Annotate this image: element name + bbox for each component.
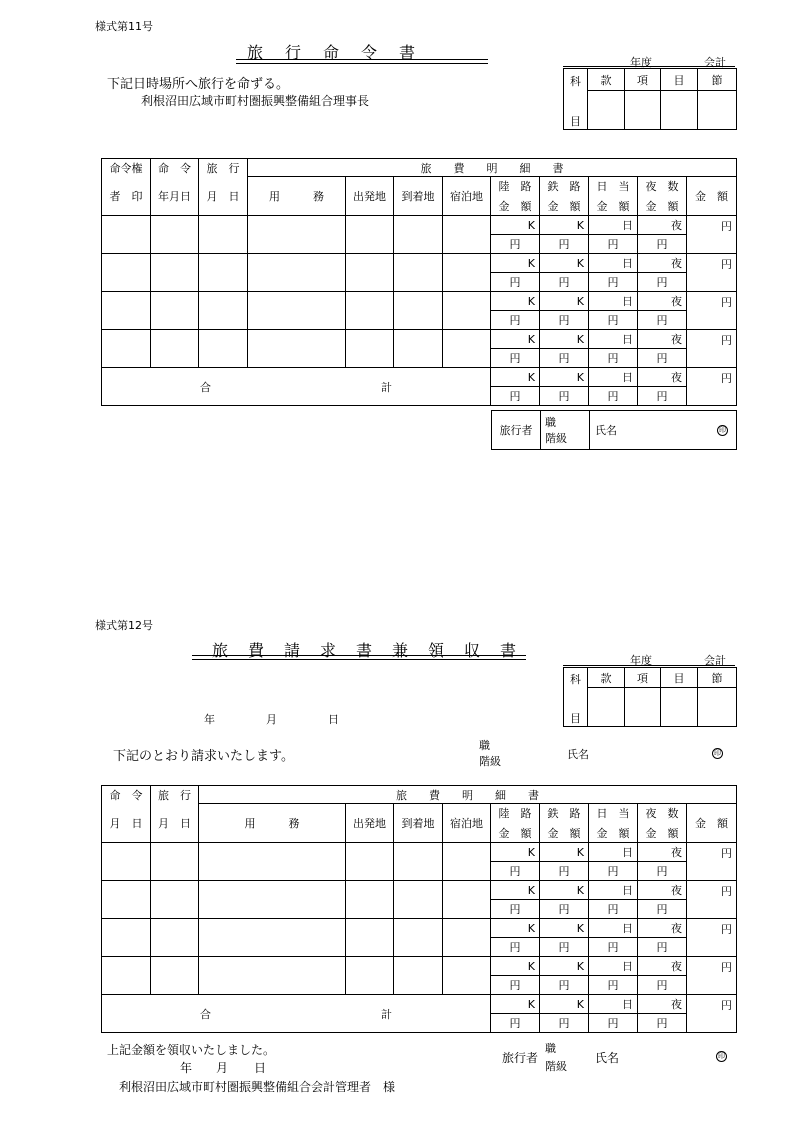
form11-acct-setsu-value[interactable] [698, 91, 737, 130]
form11-row-cell[interactable] [346, 254, 394, 292]
form12-row-cell[interactable] [443, 919, 491, 957]
form12-row-yen: 円 [540, 862, 589, 881]
form12-row-unit: 日 [589, 957, 638, 976]
form11-detail-table [101, 158, 737, 406]
form12-row-yen: 円 [638, 938, 687, 957]
form11-h-nights-bottom: 金 額 [645, 200, 679, 213]
form12-row-cell[interactable] [443, 843, 491, 881]
form12-row-yen: 円 [589, 938, 638, 957]
form11-instruction: 下記日時場所へ旅行を命ずる。 [107, 77, 290, 92]
form11-row-cell[interactable] [151, 254, 199, 292]
form12-row-unit: 夜 [638, 843, 687, 862]
form12-h-departure: 出発地 [346, 804, 394, 843]
form11-name-label: 氏名 [595, 424, 617, 437]
form12-position-label: 職 [479, 739, 490, 752]
form11-row-cell[interactable] [199, 254, 248, 292]
form11-row-cell[interactable] [443, 216, 491, 254]
form11-row-unit: 夜 [638, 330, 687, 349]
form11-h-detail-title: 旅 費 明 細 書 [248, 159, 737, 177]
form11-issuer: 利根沼田広域市町村圏振興整備組合理事長 [141, 94, 370, 108]
form12-seal-icon: 印 [714, 749, 721, 757]
form12-row-amount-unit: 円 [687, 881, 737, 919]
form12-row-cell[interactable] [199, 843, 346, 881]
form12-row-unit: 夜 [638, 919, 687, 938]
form12-row-unit: 夜 [638, 881, 687, 900]
form12-total-unit: K [540, 995, 589, 1014]
form12-acct-kou-value[interactable] [625, 688, 661, 727]
form12-row-yen: 円 [638, 900, 687, 919]
form11-row-yen: 円 [491, 235, 540, 254]
form12-row-yen: 円 [491, 900, 540, 919]
form11-row-unit: 日 [589, 330, 638, 349]
form12-h-nights-top: 夜 数 [645, 807, 679, 820]
form12-total-label [102, 995, 491, 1033]
form11-acct-kan-value[interactable] [588, 91, 625, 130]
form12-row-unit: 日 [589, 919, 638, 938]
form12-acct-setsu-value[interactable] [698, 688, 737, 727]
form12-h-daily-bottom: 金 額 [596, 827, 630, 840]
form11-h-daily-top: 日 当 [596, 180, 630, 193]
form12-recv-year: 年 [180, 1061, 193, 1075]
form11-traveler-box [491, 410, 737, 450]
form11-h-rail-top: 鉄 路 [547, 180, 581, 193]
form11-row-cell[interactable] [151, 330, 199, 368]
form12-row-unit: K [491, 843, 540, 862]
form12-name-label: 氏名 [567, 748, 589, 761]
form11-h-travel-top: 旅 行 [199, 159, 248, 177]
form12-date-year: 年 [204, 713, 215, 726]
form11-row-cell[interactable] [102, 292, 151, 330]
form12-row-unit: K [540, 957, 589, 976]
form12-title-underline [192, 655, 526, 660]
form11-acct-setsu: 節 [698, 69, 737, 91]
form12-h-arrival: 到着地 [394, 804, 443, 843]
form12-h-daily-top: 日 当 [596, 807, 630, 820]
form11-row-yen: 円 [638, 311, 687, 330]
form11-row-cell[interactable] [248, 254, 346, 292]
form12-total-left: 合 [200, 1007, 211, 1021]
form11-row-yen: 円 [589, 311, 638, 330]
form11-row-cell[interactable] [151, 292, 199, 330]
form12-h-detail-title: 旅 費 明 細 書 [199, 786, 737, 804]
form12-row-yen: 円 [589, 976, 638, 995]
form12-row-cell[interactable] [394, 919, 443, 957]
form12-h-rail-top: 鉄 路 [547, 807, 581, 820]
form11-row-cell[interactable] [199, 216, 248, 254]
form12-h-lodging: 宿泊地 [443, 804, 491, 843]
form12-total-unit: 夜 [638, 995, 687, 1014]
form12-acct-kou: 項 [625, 668, 661, 688]
form12-h-purpose: 用 務 [199, 804, 346, 843]
form11-row-yen: 円 [540, 273, 589, 292]
form11-row-unit: 日 [589, 292, 638, 311]
form12-acct-moku2: 目 [661, 668, 698, 688]
form11-total-left: 合 [200, 380, 211, 394]
form11-total-label [102, 368, 491, 406]
form11-h-travel-bottom: 月 日 [199, 177, 248, 216]
form12-row-unit: K [491, 919, 540, 938]
form11-h-seal: 者 印 [102, 177, 151, 216]
form12-total-yen: 円 [540, 1014, 589, 1033]
form12-row-cell[interactable] [102, 881, 151, 919]
form12-recv-month: 月 [216, 1061, 229, 1075]
form12-h-travel-top: 旅 行 [151, 786, 199, 804]
form12-number: 様式第12号 [95, 619, 153, 632]
form11-row-cell[interactable] [346, 216, 394, 254]
form11-h-departure: 出発地 [346, 177, 394, 216]
form11-row-yen: 円 [638, 349, 687, 368]
form11-row-cell[interactable] [443, 292, 491, 330]
form12-row-amount-unit: 円 [687, 919, 737, 957]
form11-row-cell[interactable] [394, 216, 443, 254]
form12-total-unit: K [491, 995, 540, 1014]
form11-h-land-top: 陸 路 [498, 180, 532, 193]
form12-total-yen: 円 [638, 1014, 687, 1033]
form11-total-yen: 円 [491, 387, 540, 406]
form11-row-cell[interactable] [248, 330, 346, 368]
form12-total-yen: 円 [491, 1014, 540, 1033]
form12-date-month: 月 [266, 713, 277, 726]
form12-row-yen: 円 [540, 938, 589, 957]
form11-row-unit: K [540, 254, 589, 273]
form11-row-cell[interactable] [443, 254, 491, 292]
form11-total-yen: 円 [638, 387, 687, 406]
form11-row-cell[interactable] [394, 292, 443, 330]
form12-row-cell[interactable] [102, 919, 151, 957]
form11-acct-ka: 科 [570, 75, 581, 88]
form12-traveler-label: 旅行者 [502, 1051, 539, 1065]
form11-h-daily-bottom: 金 額 [596, 200, 630, 213]
form11-row-cell[interactable] [248, 292, 346, 330]
form12-h-nights-bottom: 金 額 [645, 827, 679, 840]
form12-account-line [563, 665, 735, 666]
form12-row-cell[interactable] [151, 919, 199, 957]
form12-h-order-bottom: 月 日 [102, 804, 151, 843]
form12-row-cell[interactable] [443, 957, 491, 995]
form12-row-cell[interactable] [199, 919, 346, 957]
form11-total-yen: 円 [589, 387, 638, 406]
form11-row-cell[interactable] [199, 292, 248, 330]
form11-row-cell[interactable] [443, 330, 491, 368]
form12-account-table [563, 667, 737, 727]
form11-row-unit: K [491, 292, 540, 311]
form12-row-cell[interactable] [102, 843, 151, 881]
form12-h-amount: 金 額 [687, 804, 737, 843]
form12-row-cell[interactable] [443, 881, 491, 919]
form12-row-amount-unit: 円 [687, 843, 737, 881]
form12-traveler-position: 職 [545, 1042, 556, 1055]
form11-row-unit: K [540, 216, 589, 235]
form12-row-yen: 円 [638, 976, 687, 995]
form12-row-yen: 円 [491, 938, 540, 957]
form12-recv-day: 日 [254, 1061, 267, 1075]
form11-position-label: 職 [545, 416, 556, 429]
form11-account-label: 会計 [704, 56, 726, 69]
form11-row-unit: 夜 [638, 254, 687, 273]
form12-row-cell[interactable] [394, 881, 443, 919]
form12-acct-moku2-value[interactable] [661, 688, 698, 727]
form11-h-rail-bottom: 金 額 [547, 200, 581, 213]
form11-row-unit: K [540, 292, 589, 311]
form11-row-unit: K [491, 254, 540, 273]
form11-row-unit: K [491, 216, 540, 235]
form12-total-amount-unit: 円 [687, 995, 737, 1033]
form12-acct-kan: 款 [588, 668, 625, 688]
form11-row-cell[interactable] [102, 330, 151, 368]
form12-row-cell[interactable] [199, 957, 346, 995]
form12-request-text: 下記のとおり請求いたします。 [113, 749, 294, 764]
form11-row-yen: 円 [540, 311, 589, 330]
form12-recipient: 利根沼田広域市町村圏振興整備組合会計管理者 様 [119, 1080, 396, 1094]
form12-row-yen: 円 [540, 900, 589, 919]
form11-h-order-date-bottom: 年月日 [151, 177, 199, 216]
form12-row-cell[interactable] [151, 881, 199, 919]
form11-row-cell[interactable] [394, 254, 443, 292]
form11-h-land-bottom: 金 額 [498, 200, 532, 213]
form11-total-yen: 円 [540, 387, 589, 406]
form12-row-unit: K [491, 957, 540, 976]
form11-row-yen: 円 [638, 273, 687, 292]
form11-traveler-label: 旅行者 [492, 411, 541, 450]
form11-total-unit: 夜 [638, 368, 687, 387]
form11-acct-moku2: 目 [661, 69, 698, 91]
form12-row-cell[interactable] [346, 957, 394, 995]
form11-row-amount-unit: 円 [687, 254, 737, 292]
form11-row-amount-unit: 円 [687, 330, 737, 368]
form11-row-cell[interactable] [346, 330, 394, 368]
form11-acct-kou-value[interactable] [625, 91, 661, 130]
form12-account-label: 会計 [704, 654, 726, 667]
form12-h-rail-bottom: 金 額 [547, 827, 581, 840]
form11-row-yen: 円 [638, 235, 687, 254]
form12-acct-kan-value[interactable] [588, 688, 625, 727]
form11-acct-moku2-value[interactable] [661, 91, 698, 130]
form12-row-unit: 日 [589, 881, 638, 900]
form11-h-nights-top: 夜 数 [645, 180, 679, 193]
form12-row-yen: 円 [638, 862, 687, 881]
form11-row-yen: 円 [491, 273, 540, 292]
form11-row-unit: 日 [589, 216, 638, 235]
form12-row-unit: 日 [589, 843, 638, 862]
form11-account-line [563, 66, 735, 67]
form12-row-cell[interactable] [394, 843, 443, 881]
form12-grade-label: 階級 [479, 755, 501, 768]
form11-row-yen: 円 [540, 235, 589, 254]
form12-row-cell[interactable] [102, 957, 151, 995]
form12-row-unit: K [540, 919, 589, 938]
form12-h-land-bottom: 金 額 [498, 827, 532, 840]
form12-traveler-grade: 階級 [545, 1060, 567, 1073]
form11-row-cell[interactable] [394, 330, 443, 368]
form11-row-unit: 夜 [638, 292, 687, 311]
form11-grade-label: 階級 [545, 432, 567, 445]
form11-row-unit: K [540, 330, 589, 349]
form11-h-amount: 金 額 [687, 177, 737, 216]
form11-account-table [563, 68, 737, 130]
form11-row-yen: 円 [589, 349, 638, 368]
form12-row-yen: 円 [589, 862, 638, 881]
form12-acct-setsu: 節 [698, 668, 737, 688]
form12-row-cell[interactable] [199, 881, 346, 919]
form11-title-underline [236, 59, 488, 64]
form11-acct-moku: 目 [570, 115, 581, 128]
form11-total-unit: 日 [589, 368, 638, 387]
form11-acct-kou: 項 [625, 69, 661, 91]
form11-row-cell[interactable] [199, 330, 248, 368]
form12-row-yen: 円 [491, 862, 540, 881]
form12-row-cell[interactable] [346, 881, 394, 919]
form11-row-unit: 日 [589, 254, 638, 273]
form11-row-unit: K [491, 330, 540, 349]
form11-h-arrival: 到着地 [394, 177, 443, 216]
form12-row-cell[interactable] [346, 919, 394, 957]
form12-detail-table [101, 785, 737, 1033]
form12-row-cell[interactable] [151, 843, 199, 881]
form12-row-cell[interactable] [151, 957, 199, 995]
form12-h-travel-bottom: 月 日 [151, 804, 199, 843]
form11-total-unit: K [540, 368, 589, 387]
form12-total-unit: 日 [589, 995, 638, 1014]
form11-seal-icon: 印 [719, 426, 726, 434]
form11-total-unit: K [491, 368, 540, 387]
form11-row-cell[interactable] [248, 216, 346, 254]
form12-row-unit: K [491, 881, 540, 900]
form12-row-cell[interactable] [394, 957, 443, 995]
form11-row-cell[interactable] [102, 254, 151, 292]
form12-row-amount-unit: 円 [687, 957, 737, 995]
form11-total-right: 計 [381, 380, 392, 394]
form12-acct-moku: 目 [570, 712, 581, 725]
form12-date-day: 日 [328, 713, 339, 726]
form11-h-purpose: 用 務 [248, 177, 346, 216]
form11-row-amount-unit: 円 [687, 292, 737, 330]
form11-row-yen: 円 [589, 235, 638, 254]
form12-traveler-name-label: 氏名 [595, 1051, 620, 1065]
form12-fiscal-year-label: 年度 [630, 654, 652, 667]
form12-row-yen: 円 [589, 900, 638, 919]
form11-row-yen: 円 [589, 273, 638, 292]
form11-h-lodging: 宿泊地 [443, 177, 491, 216]
form11-title: 旅行命令書 [247, 43, 438, 62]
form12-row-yen: 円 [540, 976, 589, 995]
form12-h-land-top: 陸 路 [498, 807, 532, 820]
form12-row-unit: K [540, 843, 589, 862]
form11-h-order-person: 命令権 [102, 159, 151, 177]
form11-number: 様式第11号 [95, 20, 153, 33]
form11-fiscal-year-label: 年度 [630, 56, 652, 69]
form12-title: 旅費請求書兼領収書 [212, 641, 537, 660]
form12-row-unit: K [540, 881, 589, 900]
form12-h-order-top: 命 令 [102, 786, 151, 804]
form11-row-cell[interactable] [151, 216, 199, 254]
form11-row-yen: 円 [491, 311, 540, 330]
form12-row-unit: 夜 [638, 957, 687, 976]
form12-row-cell[interactable] [346, 843, 394, 881]
form12-traveler-seal-icon: 印 [718, 1052, 725, 1060]
form11-row-cell[interactable] [346, 292, 394, 330]
form11-row-unit: 夜 [638, 216, 687, 235]
form12-received-text: 上記金額を領収いたしました。 [107, 1043, 276, 1057]
form11-row-cell[interactable] [102, 216, 151, 254]
form11-row-yen: 円 [540, 349, 589, 368]
form11-acct-kan: 款 [588, 69, 625, 91]
form11-h-order-date-top: 命 令 [151, 159, 199, 177]
form11-row-yen: 円 [491, 349, 540, 368]
form11-row-amount-unit: 円 [687, 216, 737, 254]
form11-total-amount-unit: 円 [687, 368, 737, 406]
form12-total-right: 計 [381, 1007, 392, 1021]
form12-total-yen: 円 [589, 1014, 638, 1033]
form12-acct-ka: 科 [570, 673, 581, 686]
form12-row-yen: 円 [491, 976, 540, 995]
